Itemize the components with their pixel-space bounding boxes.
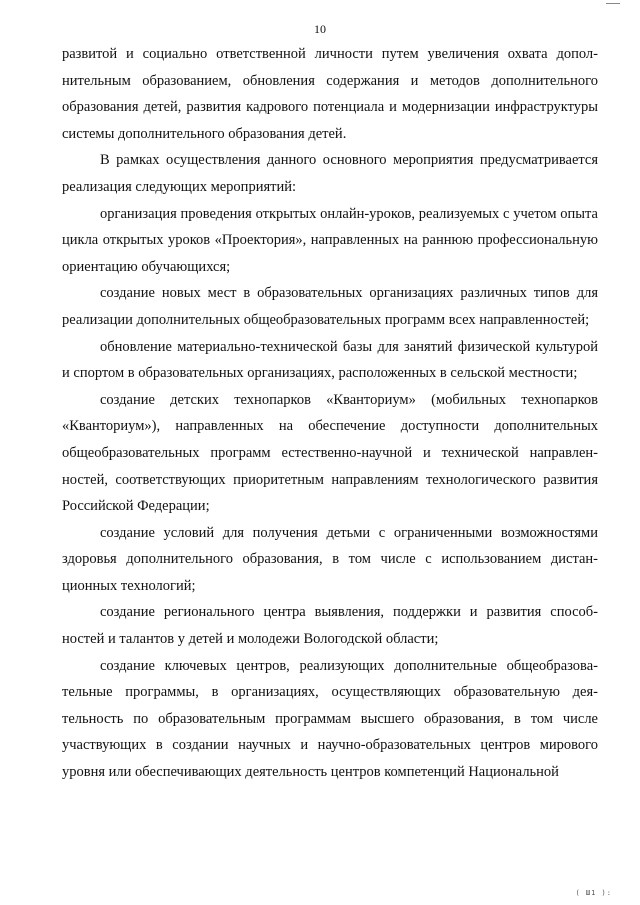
paragraph-key-centers: создание ключевых центров, реализующих дополнительные общеобразовательные программы, в организациях, осуществляющих образовательную деятельность по образовательным программам высшего образования, в том числе участвующих в создании научных и научно-образовательных центров мирового уровня или обеспечивающих деятельность центров компетенций Национальной [62,657,598,781]
paragraph-online-lessons: организация проведения открытых онлайн-уроков, реализуемых с учетом опыта цикла открытых уроков «Проектория», направленных на раннюю профессиональную ориентацию обучающихся; [62,205,598,275]
paragraph-new-places: создание новых мест в образовательных организациях различных типов для реализации дополнительных общеобразовательных программ всех направленностей; [62,285,598,328]
paragraph-sports-base: обновление материально-технической базы для занятий физической культурой и спортом в образовательных организациях, расположенных в сельской местности; [62,338,598,382]
paragraph-regional-center: создание регионального центра выявления, поддержки и развития способностей и талантов у детей и молодежи Вологодской области; [62,604,598,648]
page-number: 10 [314,22,326,36]
paragraph-kvantorium: создание детских технопарков «Кванториум» (мобильных технопарков «Кванториум»), направленных на обеспечение доступности дополнительных общеобразовательных программ естественно-научной и технической направленностей, соответствующих приоритетным направлениям технологического развития Российской Федерации; [62,391,598,515]
document-body [62,41,598,786]
scan-footer-mark: ( Ш1 ): [575,889,612,897]
scan-corner-mark [606,0,620,4]
paragraph-continuation: развитой и социально ответственной личности путем увеличения охвата дополнительным образованием, обновления содержания и методов дополнительного образования детей, развития кадрового потенциала и модернизации инфраструктуры системы дополнительного образования детей. [62,46,598,142]
paragraph-disabilities: создание условий для получения детьми с ограниченными возможностями здоровья дополнительного образования, в том числе с использованием дистанционных технологий; [62,524,598,594]
paragraph-measures-intro: В рамках осуществления данного основного мероприятия предусматривается реализация следующих мероприятий: [62,152,598,195]
